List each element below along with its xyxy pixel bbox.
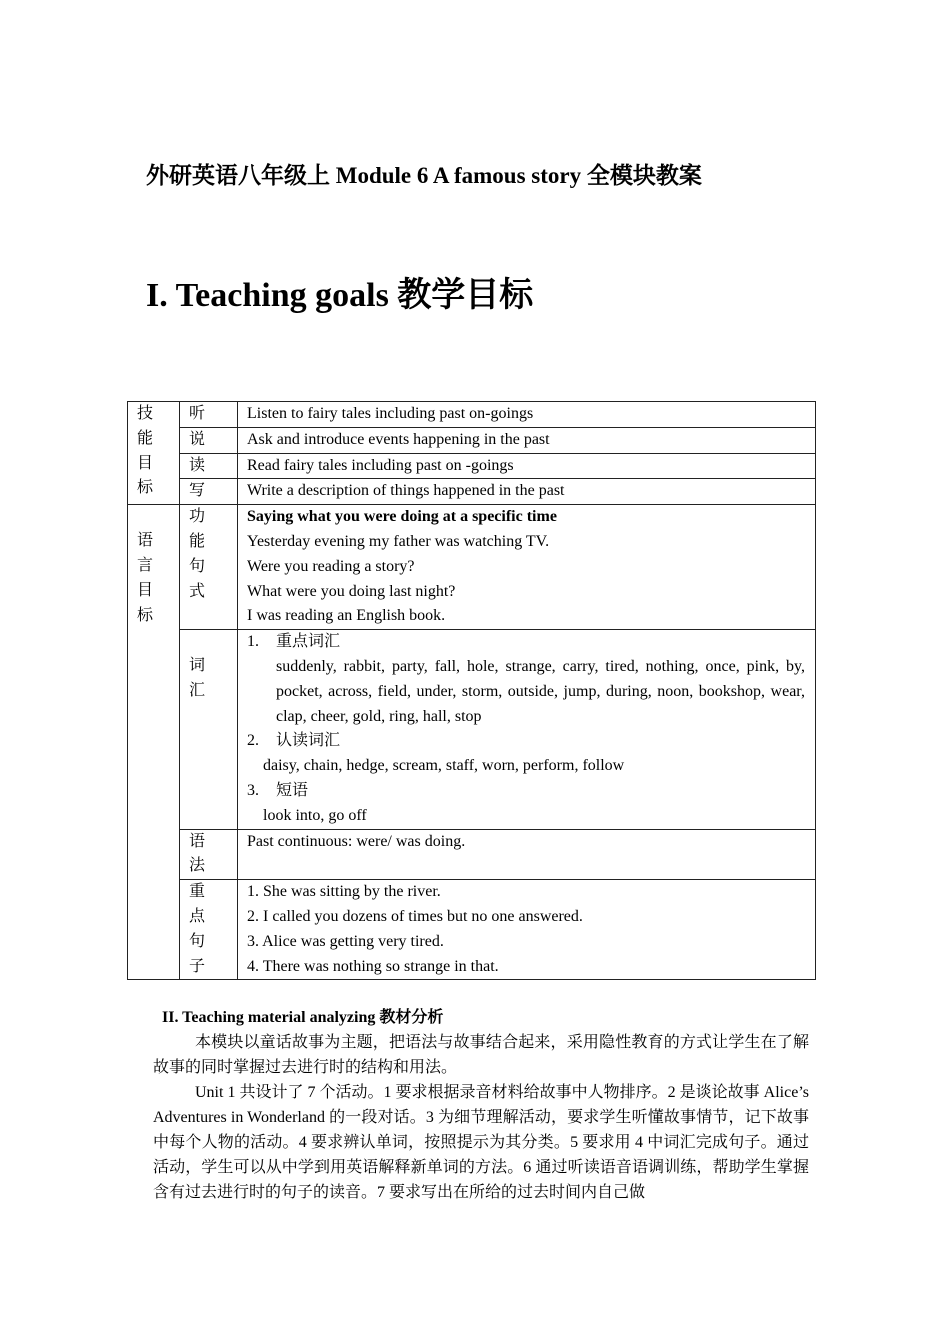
key-sentences-label <box>180 880 238 980</box>
grammar-content <box>238 829 816 880</box>
function-content <box>238 505 816 630</box>
vocab-heading-phrases <box>238 779 815 804</box>
label-char: 能 <box>137 429 154 447</box>
grammar-label <box>180 829 238 880</box>
key-sentence: 4. There was nothing so strange in that. <box>247 957 499 975</box>
label-char: 目 <box>137 581 154 599</box>
section-2-title: II. Teaching material analyzing 教材分析 <box>162 1009 444 1026</box>
vocab-title: 短语 <box>276 781 309 799</box>
label-char: 句 <box>189 932 206 950</box>
language-goal-label <box>128 505 180 980</box>
table-row <box>128 427 816 453</box>
skill-type <box>180 453 238 479</box>
skill-text <box>238 479 816 505</box>
list-number: 3. <box>247 781 259 799</box>
skill-type-label: 听 <box>189 405 206 422</box>
document-title: 外研英语八年级上 Module 6 A famous story 全模块教案 <box>146 163 702 188</box>
vocab-words: look into, go off <box>263 806 367 824</box>
label-char: 功 <box>189 508 206 526</box>
label-char: 语 <box>137 532 154 550</box>
function-sentence: Yesterday evening my father was watching TV. <box>247 532 550 550</box>
function-sentence: What were you doing last night? <box>247 582 456 600</box>
table-row <box>128 402 816 428</box>
analysis-body <box>153 1030 809 1205</box>
skill-type-label: 写 <box>189 482 206 500</box>
section-1-title: I. Teaching goals 教学目标 <box>146 277 534 314</box>
function-heading: Saying what you were doing at a specific time <box>247 508 557 526</box>
key-sentence: 2. I called you dozens of times but no one answered. <box>247 907 583 925</box>
label-char: 重 <box>189 883 206 901</box>
table-row <box>128 479 816 505</box>
vocab-words: suddenly, rabbit, party, fall, hole, strange, carry, tired, nothing, once, pink, by, pocket, across, field, under, storm, outside, jump, during, noon, bookshop, wear, clap, cheer, gold, ring, hall, stop <box>276 657 805 725</box>
vocab-title: 重点词汇 <box>276 633 341 651</box>
vocabulary-content <box>238 630 816 829</box>
skills-goal-label <box>128 402 180 505</box>
label-char: 标 <box>137 606 154 624</box>
label-char: 言 <box>137 556 154 574</box>
skill-text <box>238 453 816 479</box>
grammar-text: Past continuous: were/ was doing. <box>247 832 466 850</box>
label-char: 式 <box>189 582 206 600</box>
function-sentence: Were you reading a story? <box>247 557 415 575</box>
list-number: 1. <box>247 633 259 651</box>
label-char: 子 <box>189 957 206 975</box>
label-char: 句 <box>189 557 206 575</box>
skill-text <box>238 402 816 428</box>
table-row <box>128 880 816 980</box>
teaching-goals-table <box>127 401 816 980</box>
vocab-words: daisy, chain, hedge, scream, staff, worn, perform, follow <box>263 757 625 775</box>
table-row <box>128 505 816 630</box>
label-char: 标 <box>137 479 154 497</box>
skill-text-value: Listen to fairy tales including past on-goings <box>247 405 534 422</box>
skill-text-value: Ask and introduce events happening in the past <box>247 430 550 448</box>
label-char: 点 <box>189 907 206 925</box>
skill-type-label: 说 <box>189 430 206 448</box>
skill-text <box>238 427 816 453</box>
key-sentences-content <box>238 880 816 980</box>
skill-text-value: Write a description of things happened in the past <box>247 482 565 500</box>
label-char: 目 <box>137 454 154 472</box>
table-row <box>128 829 816 880</box>
table-row <box>128 453 816 479</box>
label-char: 技 <box>137 405 154 422</box>
label-char: 词 <box>189 657 206 675</box>
label-char: 法 <box>189 857 206 875</box>
key-sentence: 1. She was sitting by the river. <box>247 883 441 901</box>
skill-text-value: Read fairy tales including past on -goings <box>247 456 514 474</box>
skill-type <box>180 479 238 505</box>
table-row <box>128 630 816 829</box>
vocab-title: 认读词汇 <box>276 732 341 750</box>
label-char: 能 <box>189 532 206 550</box>
paragraph: 本模块以童话故事为主题，把语法与故事结合起来，采用隐性教育的方式让学生在了解故事的同时掌握过去进行时的结构和用法。 <box>153 1034 809 1076</box>
paragraph: Unit 1 共设计了 7 个活动。1 要求根据录音材料给故事中人物排序。2 是谈论故事 Alice’s Adventures in Wonderland 的一段对话。3 为细节理解活动，要求学生听懂故事情节，记下故事中每个人物的活动。4 要求辨认单词，按照提示为其分类。5 要求用 4 中词汇完成句子。通过活动，学生可以从中学到用英语解释新单词的方法。6 通过听读语音语调训练，帮助学生掌握含有过去进行时的句子的读音。7 要求写出在所给的过去时间内自己做 <box>153 1084 809 1201</box>
vocab-heading-recognition-words <box>238 729 815 754</box>
key-sentence: 3. Alice was getting very tired. <box>247 932 444 950</box>
function-label <box>180 505 238 630</box>
skill-type <box>180 402 238 428</box>
function-sentence: I was reading an English book. <box>247 607 446 625</box>
vocabulary-label <box>180 630 238 829</box>
skill-type <box>180 427 238 453</box>
vocab-heading-key-words <box>238 630 815 655</box>
label-char: 汇 <box>189 681 206 699</box>
list-number: 2. <box>247 732 259 750</box>
label-char: 语 <box>189 832 206 850</box>
skill-type-label: 读 <box>189 456 206 474</box>
